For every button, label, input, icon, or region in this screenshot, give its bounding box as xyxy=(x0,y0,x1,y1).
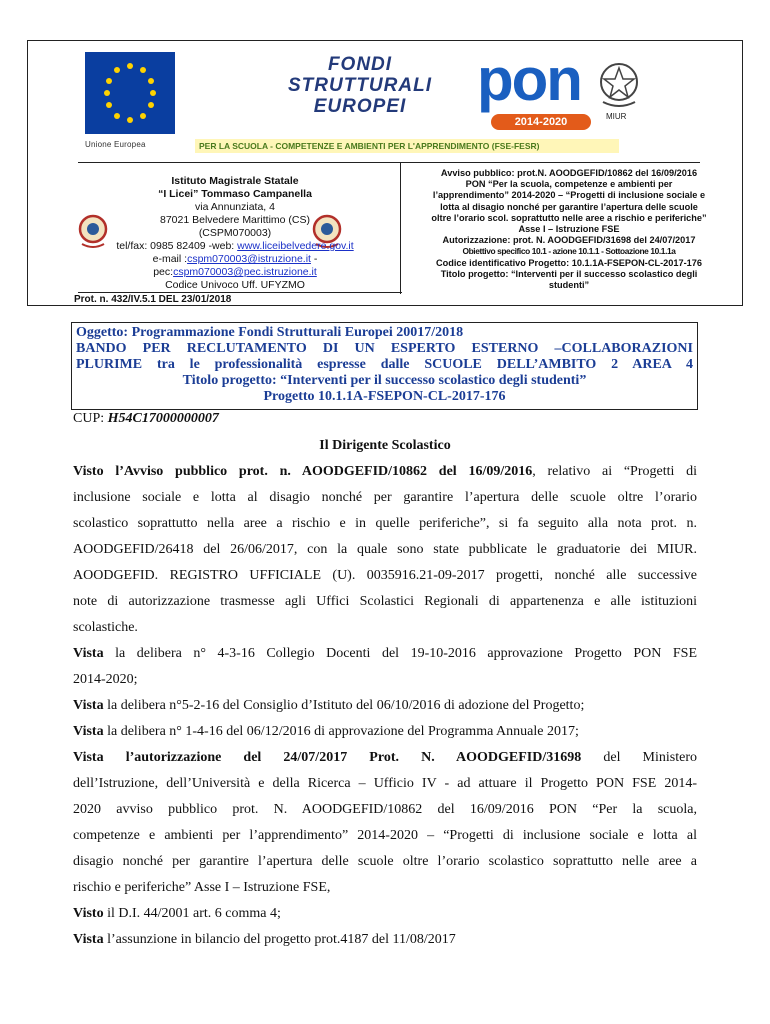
body-line xyxy=(73,927,697,953)
cup-code xyxy=(73,411,219,427)
divider xyxy=(78,292,402,293)
body-line: inclusione sociale e lotta al disagio nonché per garantire l’apertura delle scuole oltre l’orario xyxy=(73,490,697,505)
fondi-strutturali-logo xyxy=(265,54,455,117)
notice-line: Codice identificativo Progetto: 10.1.1A-FSEPON-CL-2017-176 xyxy=(436,257,702,268)
body-bold: Vista xyxy=(73,932,104,947)
subject-line: PLURIME tra le professionalità espresse dalle SCUOLE DELL’AMBITO 2 AREA 4 xyxy=(76,357,693,372)
body-line: competenze e ambienti per l’apprendimento” 2014-2020 – “Progetti di inclusione sociale e lotta al xyxy=(73,828,697,843)
body-text: , relativo ai “Progetti di xyxy=(532,464,698,479)
italian-republic-emblem-icon xyxy=(597,58,641,110)
notice-line: Asse I – Istruzione FSE xyxy=(518,224,620,235)
pon-years-badge: 2014-2020 xyxy=(491,114,591,130)
pon-tagline: PER LA SCUOLA - COMPETENZE E AMBIENTI PER L'APPRENDIMENTO (FSE-FESR) xyxy=(195,139,619,153)
body-bold: Vista xyxy=(73,698,104,713)
notice-line: PON “Per la scuola, competenze e ambienti per xyxy=(465,179,673,190)
body-text: l’assunzione in bilancio del progetto prot.4187 del 11/08/2017 xyxy=(103,932,456,947)
email-suffix: - xyxy=(310,253,318,265)
school-uff-code: Codice Univoco Uff. UFYZMO xyxy=(165,279,305,291)
document-body xyxy=(73,459,697,953)
eu-label: Unione Europea xyxy=(85,140,146,149)
cup-value: H54C17000000007 xyxy=(107,411,219,426)
body-line xyxy=(73,719,697,745)
subject-line: Titolo progetto: “Interventi per il successo scolastico degli studenti” xyxy=(182,373,587,388)
school-address: via Annunziata, 4 xyxy=(195,201,275,213)
school-email xyxy=(90,253,380,266)
fondi-line: EUROPEI xyxy=(313,96,407,117)
school-city: 87021 Belvedere Marittimo (CS) xyxy=(160,214,310,226)
body-text: il D.I. 44/2001 art. 6 comma 4; xyxy=(103,906,281,921)
notice-line: l’apprendimento” 2014-2020 – “Progetti di inclusione sociale e xyxy=(432,190,706,201)
notice-line: lotta al disagio nonché per garantire l’apertura delle scuole xyxy=(440,201,698,212)
subject-line: BANDO PER RECLUTAMENTO DI UN ESPERTO ESTERNO –COLLABORAZIONI xyxy=(76,341,693,356)
body-line: note di autorizzazione trasmesse agli Uffici Scolastici Regionali di appartenenza e alle istituzioni xyxy=(73,594,697,609)
pon-logo: pon xyxy=(477,46,581,113)
school-type: Istituto Magistrale Statale xyxy=(171,175,299,187)
notice-line: studenti” xyxy=(548,280,590,291)
cup-label: CUP: xyxy=(73,411,108,426)
body-line: disagio nonché per garantire l’apertura delle scuole oltre l’orario scolastico soprattutto nelle aree a xyxy=(73,854,697,869)
divider xyxy=(78,162,700,163)
body-line: rischio e periferiche” Asse I – Istruzione FSE, xyxy=(73,880,331,895)
pon-banner xyxy=(85,46,695,156)
school-contact xyxy=(90,240,380,253)
subject-line: Oggetto: Programmazione Fondi Strutturali Europei 20017/2018 xyxy=(76,325,464,340)
website-link[interactable]: www.liceibelvedere.gov.it xyxy=(237,240,354,252)
body-bold: Visto l’Avviso pubblico prot. n. AOODGEFID/10862 del 16/09/2016 xyxy=(73,464,533,479)
school-name: “I Licei” Tommaso Campanella xyxy=(158,188,312,200)
subject-line: Progetto 10.1.1A-FSEPON-CL-2017-176 xyxy=(263,389,506,404)
body-text: la delibera n° 4-3-16 Collegio Docenti del 19-10-2016 approvazione Progetto PON FSE xyxy=(103,646,697,661)
pec-link[interactable]: cspm070003@pec.istruzione.it xyxy=(173,266,317,278)
body-line: dell’Istruzione, dell’Università e della Ricerca – Ufficio IV - ad attuare il Progetto PON FSE 2014- xyxy=(73,776,697,791)
contact-prefix: tel/fax: 0985 82409 -web: xyxy=(116,240,238,252)
body-line xyxy=(73,901,697,927)
body-bold: Visto xyxy=(73,906,104,921)
school-info xyxy=(90,175,380,292)
body-text: del Ministero xyxy=(581,750,697,765)
divider xyxy=(400,162,401,294)
body-line xyxy=(73,745,697,771)
notice-box xyxy=(404,168,734,291)
fondi-line: STRUTTURALI xyxy=(288,75,432,96)
body-line: 2020 avviso pubblico prot. N. AOODGEFID/10862 del 16/09/2016 PON “Per la scuola, xyxy=(73,802,697,817)
subject-box xyxy=(71,322,698,410)
body-bold: Vista xyxy=(73,646,104,661)
protocol-number: Prot. n. 432/IV.5.1 DEL 23/01/2018 xyxy=(74,294,232,305)
notice-line: Avviso pubblico: prot.N. AOODGEFID/10862 del 16/09/2016 xyxy=(440,168,698,178)
body-line: scolastico soprattutto nella aree a rischio e in quelle periferiche”, si fa seguito alla nota prot. n. xyxy=(73,516,697,531)
body-text: la delibera n° 1-4-16 del 06/12/2016 di approvazione del Programma Annuale 2017; xyxy=(103,724,579,739)
body-line xyxy=(73,459,697,485)
notice-line: Autorizzazione: prot. N. AOODGEFID/31698 del 24/07/2017 xyxy=(442,235,696,246)
body-line xyxy=(73,693,697,719)
section-heading: Il Dirigente Scolastico xyxy=(319,438,451,453)
body-bold: Vista xyxy=(73,724,104,739)
email-link[interactable]: cspm070003@istruzione.it xyxy=(187,253,311,265)
notice-line: Obiettivo specifico 10.1 - azione 10.1.1 - Sottoazione 10.1.1a xyxy=(462,246,676,257)
school-code: (CSPM070003) xyxy=(198,227,272,239)
pec-prefix: pec: xyxy=(153,266,174,278)
email-prefix: e-mail : xyxy=(152,253,188,265)
body-line: AOODGEFID. REGISTRO UFFICIALE (U). 0035916.21-09-2017 progetti, nonché alle successive xyxy=(73,568,697,583)
fondi-line: FONDI xyxy=(327,54,393,75)
body-line: 2014-2020; xyxy=(73,672,138,687)
miur-label: MIUR xyxy=(606,112,627,121)
school-pec xyxy=(90,266,380,279)
body-line: scolastiche. xyxy=(73,620,138,635)
notice-line: Titolo progetto: “Interventi per il successo scolastico degli xyxy=(440,268,698,279)
notice-line: oltre l’orario scol. soprattutto nelle aree a rischio e periferiche” xyxy=(431,212,707,223)
body-bold: Vista l’autorizzazione del 24/07/2017 Prot. N. AOODGEFID/31698 xyxy=(73,750,582,765)
eu-flag-icon xyxy=(85,52,175,134)
body-line xyxy=(73,641,697,667)
body-line: AOODGEFID/26418 del 26/06/2017, con la quale sono state pubblicate le graduatorie dei MIUR. xyxy=(73,542,697,557)
body-text: la delibera n°5-2-16 del Consiglio d’Istituto del 06/10/2016 di adozione del Progetto; xyxy=(103,698,585,713)
